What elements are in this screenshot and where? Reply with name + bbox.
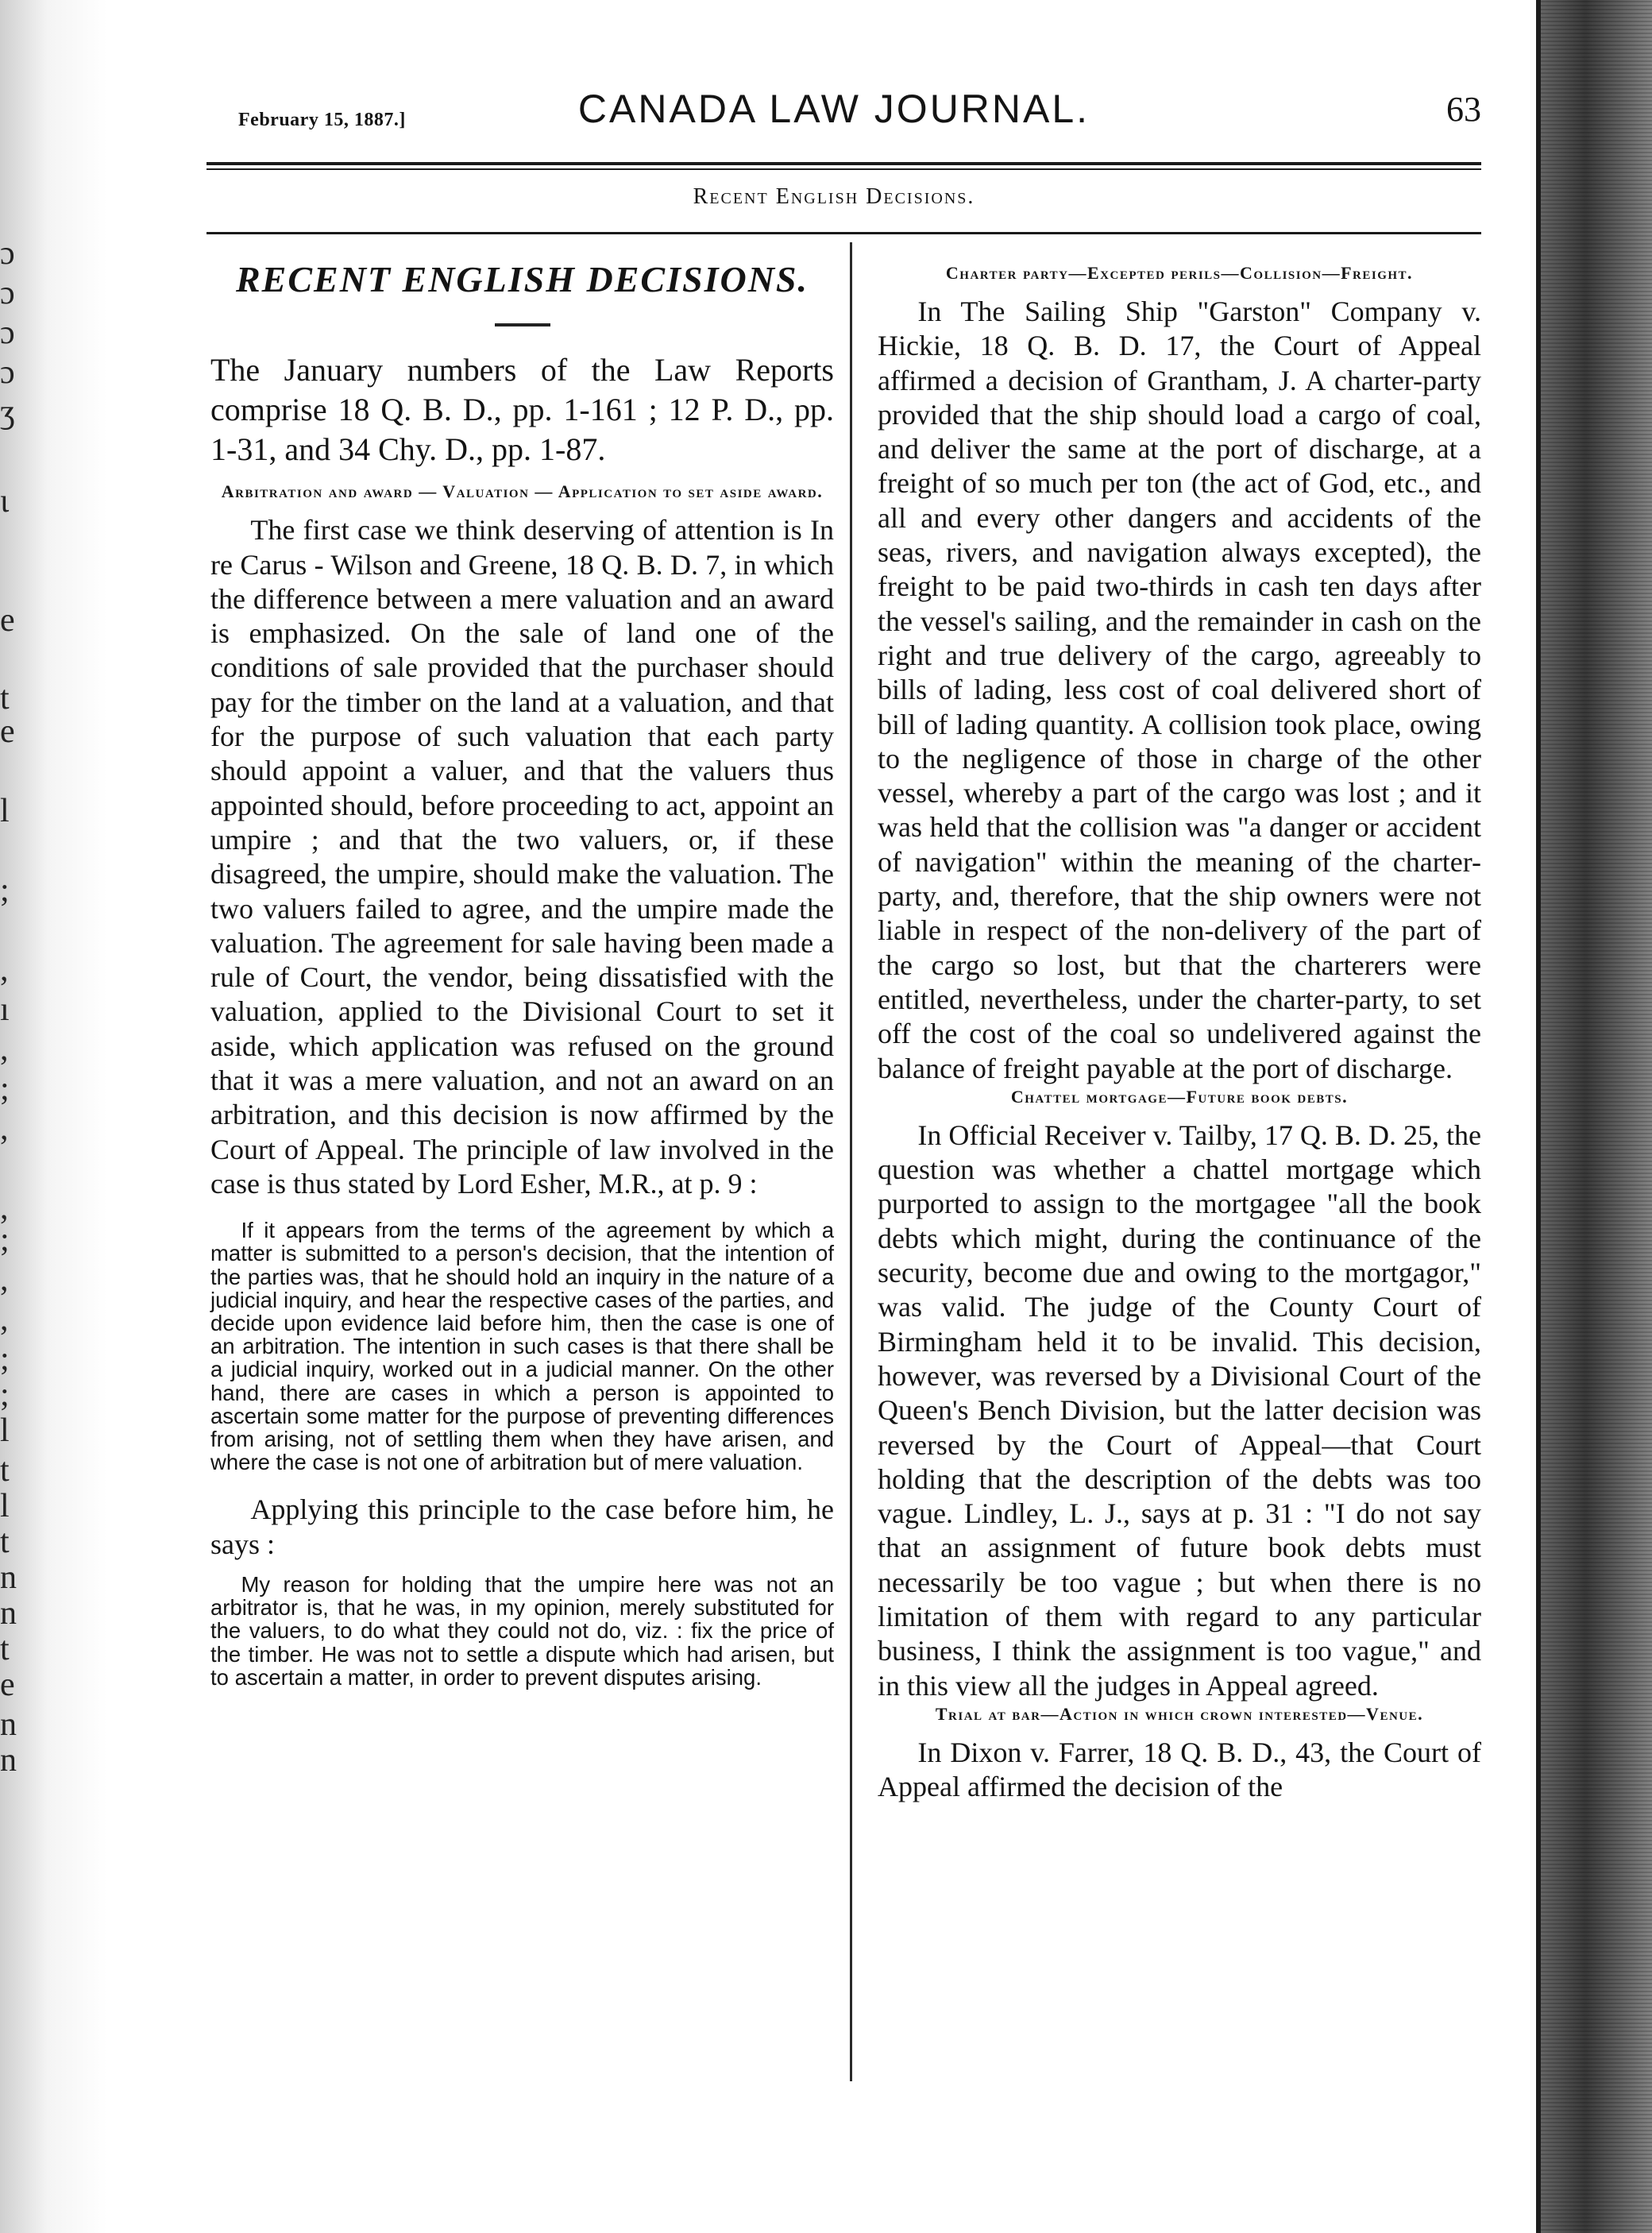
margin-mark: t — [0, 1452, 10, 1489]
running-title-rule — [206, 232, 1481, 234]
body-paragraph: The first case we think deserving of attention is In re Carus - Wilson and Greene, 18 Q. B. D. 7, in which the difference between a mere valuation and an award is emphasized. On the sale of land one of the conditions of sale provided that the purchaser should pay for the timber on the land at a valuation, and that for the purpose of such valuation that each party should appoint a valuer, and that the valuers thus appointed should, before proceeding to act, appoint an umpire ; and that the two valuers, or, if these disagreed, the umpire, should make the valuation. The two valuers failed to agree, and the umpire made the valuation. The agreement for sale having been made a rule of Court, the vendor, being dissatisfied with the valuation, applied to the Divisional Court to set it aside, which application was refused on the ground that it was a mere valuation, and not an award on an arbitration, and this decision is now affirmed by the Court of Appeal. The principle of law involved in the case is thus stated by Lord Esher, M.R., at p. 9 : — [210, 514, 834, 1200]
running-title: Recent English Decisions. — [693, 184, 975, 209]
article-title: RECENT ENGLISH DECISIONS. — [235, 259, 809, 299]
body-paragraph: In The Sailing Ship "Garston" Company v. Hickie, 18 Q. B. D. 17, the Court of Appeal affirmed a decision of Grantham, J. A charter-party provided that the ship should load a cargo of coal, and deliver the same at the port of discharge, at a freight of so much per ton (the act of God, etc., and all and every other dangers and accidents of the seas, rivers, and navigation always excepted), the freight to be paid two-thirds in cash ten days after the vessel's sailing, and the remainder in cash on the right and true delivery of the cargo, agreeably to bills of lading, less cost of coal delivered short of bill of lading quantity. A collision took place, owing to the negligence of those in charge of the other vessel, whereby a part of the cargo was lost ; and it was held that the collision was "a danger or accident of navigation" within the meaning of the charter-party, and, therefore, that the ship owners were not liable in respect of the non-delivery of the part of the cargo so lost, but that the charterers were entitled, nevertheless, under the charter-party, to set off the cost of the coal so undelivered against the balance of freight payable at the port of discharge. — [878, 296, 1481, 1084]
margin-mark: ʒ — [0, 394, 15, 431]
section-heading: Chattel mortgage—Future book debts. — [1010, 1086, 1349, 1107]
section-heading: Trial at bar—Action in which crown interested—Venue. — [935, 1703, 1424, 1724]
margin-mark: , — [0, 1301, 9, 1338]
margin-mark: , — [0, 1190, 9, 1227]
margin-mark: ɩ — [0, 483, 10, 520]
margin-mark: ɔ — [0, 275, 15, 311]
margin-mark: , — [0, 1261, 9, 1298]
column-divider — [850, 242, 852, 2081]
body-paragraph: In Official Receiver v. Tailby, 17 Q. B. D. 25, the question was whether a chattel mortgage which purported to assign to the mortgagee "all the book debts which might, during the continuance of the security, become due and owing to the mortgagor," was valid. The judge of the County Court of Birmingham held it to be invalid. This decision, however, was reversed by a Divisional Court of the Queen's Bench Division, but the latter decision was reversed by the Court of Appeal—that Court holding that the description of the debts was too vague. Lindley, L. J., says at p. 31 : "I do not say that an assignment of future book debts must necessarily be too vague ; but when there is no limitation of them with regard to any particular business, I think the assignment is too vague," and in this view all the judges in Appeal agreed. — [878, 1118, 1481, 1702]
margin-mark: e — [0, 602, 15, 639]
header-rule — [206, 162, 1481, 165]
margin-mark: l — [0, 1488, 10, 1524]
section-heading: Charter party—Excepted perils—Collision—Freight. — [945, 263, 1414, 283]
section-heading: Arbitration and award — Valuation — Application to set aside award. — [221, 481, 824, 502]
margin-mark: ; — [0, 1222, 10, 1258]
margin-mark: ; — [0, 1377, 10, 1413]
margin-mark: ɔ — [0, 315, 15, 351]
margin-mark: ; — [0, 1071, 10, 1107]
margin-mark: l — [0, 1412, 10, 1449]
margin-mark: n — [0, 1559, 17, 1596]
body-paragraph: Applying this principle to the case before him, he says : — [210, 1493, 834, 1560]
margin-mark: ɔ — [0, 354, 15, 391]
margin-mark: , — [0, 952, 9, 988]
margin-mark: ɔ — [0, 235, 15, 272]
margin-mark: ; — [0, 872, 10, 909]
journal-page — [187, 0, 1481, 2233]
margin-mark: l — [0, 793, 10, 829]
left-column — [210, 259, 834, 1708]
title-rule — [495, 323, 550, 326]
margin-mark: t — [0, 680, 10, 717]
margin-mark: t — [0, 1524, 10, 1560]
margin-mark: , — [0, 1031, 9, 1068]
header-rule — [206, 168, 1481, 170]
intro-paragraph: The January numbers of the Law Reports comprise 18 Q. B. D., pp. 1-161 ; 12 P. D., pp. 1-31, and 34 Chy. D., pp. 1-87. — [210, 352, 834, 468]
block-quote: If it appears from the terms of the agreement by which a matter is submitted to a person's decision, that the intention of the parties was, that he should hold an inquiry in the nature of a judicial inquiry, and hear the respective cases of the parties, and decide upon evidence laid before him, then the case is one of an arbitration. The intention in such cases is that there shall be a judicial inquiry, worked out in a judicial manner. On the other hand, there are cases in which a person is appointed to ascertain some matter for the purpose of preventing differences from arising, not of settling them when they have arisen, and where the case is not one of arbitration but of mere valuation. — [210, 1218, 834, 1475]
margin-mark: n — [0, 1742, 17, 1779]
issue-date: February 15, 1887.] — [238, 110, 406, 130]
margin-mark: e — [0, 1667, 15, 1703]
margin-mark: n — [0, 1706, 17, 1743]
block-quote: My reason for holding that the umpire here was not an arbitrator is, that he was, in my opinion, merely substituted for the valuers, to do what they could not do, viz. : fix the price of the timber. He was not to settle a dispute which had arisen, but to ascertain a matter, in order to prevent disputes arising. — [210, 1572, 834, 1690]
body-paragraph: In Dixon v. Farrer, 18 Q. B. D., 43, the Court of Appeal affirmed the decision of the — [878, 1736, 1481, 1803]
page-number: 63 — [1446, 90, 1481, 129]
scan-right-margin — [1541, 0, 1652, 2233]
journal-title: CANADA LAW JOURNAL. — [577, 87, 1090, 131]
margin-mark: t — [0, 1631, 10, 1667]
margin-mark: n — [0, 1595, 17, 1632]
margin-mark: ; — [0, 1341, 10, 1377]
margin-mark: ı — [0, 991, 10, 1028]
margin-mark: e — [0, 713, 15, 750]
margin-mark: , — [0, 1111, 9, 1147]
right-column — [878, 262, 1481, 1804]
